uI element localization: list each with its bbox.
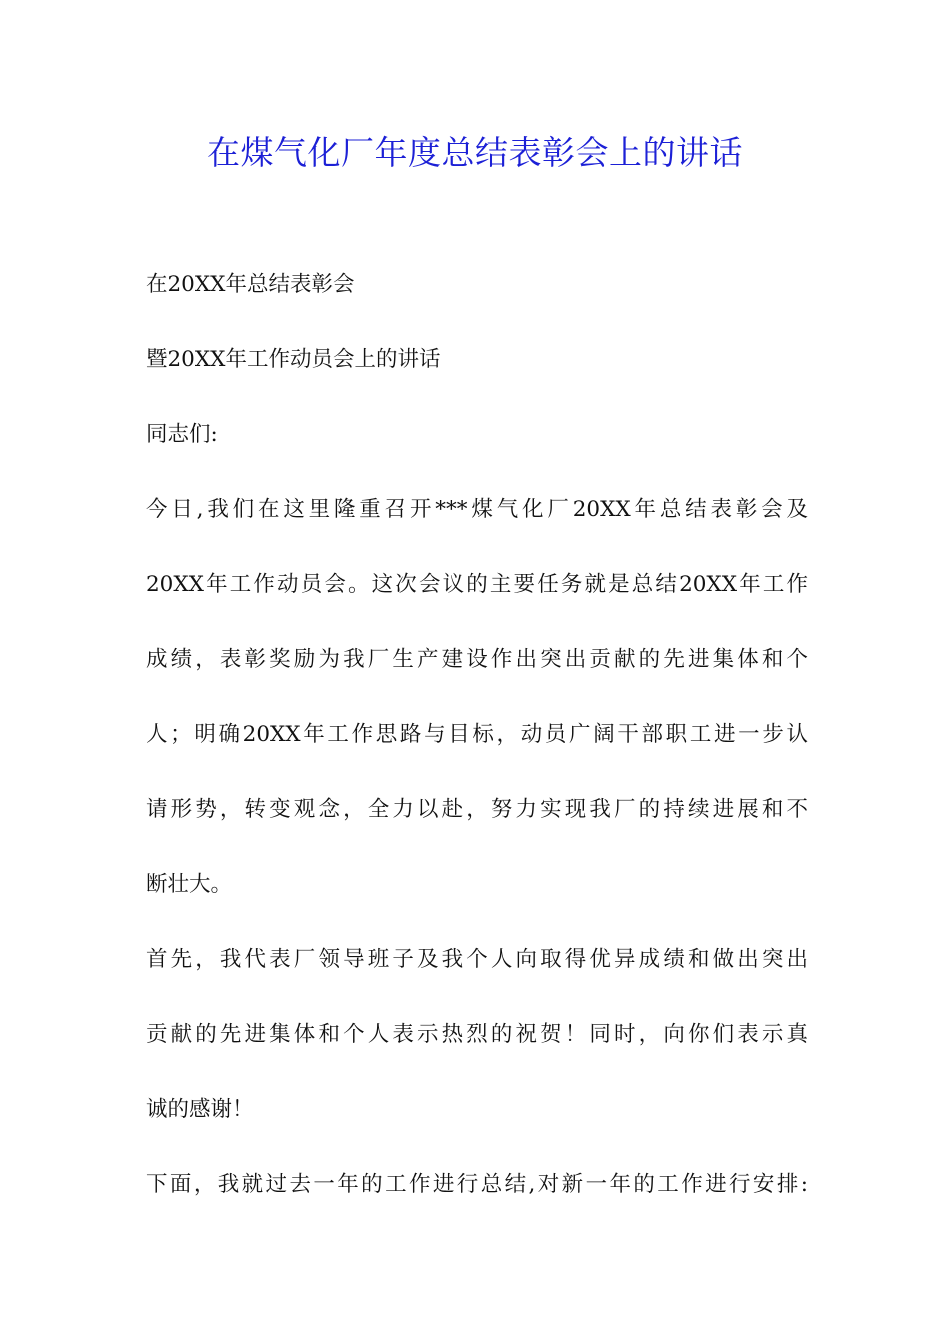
paragraph-1-line-4: 人；明确20XX年工作思路与目标，动员广阔干部职工进一步认 [146,722,808,747]
paragraph-2-line-2: 贡献的先进集体和个人表示热烈的祝贺！同时，向你们表示真 [146,1022,808,1047]
paragraph-1-line-1: 今日,我们在这里隆重召开***煤气化厂20XX年总结表彰会及 [146,497,808,522]
paragraph-2-line-3: 诚的感谢！ [146,1097,254,1122]
subtitle-line-1: 在20XX年总结表彰会 [146,272,355,297]
paragraph-1-line-6: 断壮大。 [146,872,233,897]
subtitle-line-2: 暨20XX年工作动员会上的讲话 [146,347,441,372]
document-title: 在煤气化厂年度总结表彰会上的讲话 [207,133,743,172]
paragraph-1-line-2: 20XX年工作动员会。这次会议的主要任务就是总结20XX年工作 [146,572,808,597]
paragraph-3-line-1: 下面，我就过去一年的工作进行总结,对新一年的工作进行安排: [146,1172,808,1197]
salutation: 同志们: [146,422,218,447]
paragraph-1-line-3: 成绩，表彰奖励为我厂生产建设作出突出贡献的先进集体和个 [146,647,808,672]
paragraph-2-line-1: 首先，我代表厂领导班子及我个人向取得优异成绩和做出突出 [146,947,808,972]
paragraph-1-line-5: 请形势，转变观念，全力以赴，努力实现我厂的持续进展和不 [146,797,808,822]
